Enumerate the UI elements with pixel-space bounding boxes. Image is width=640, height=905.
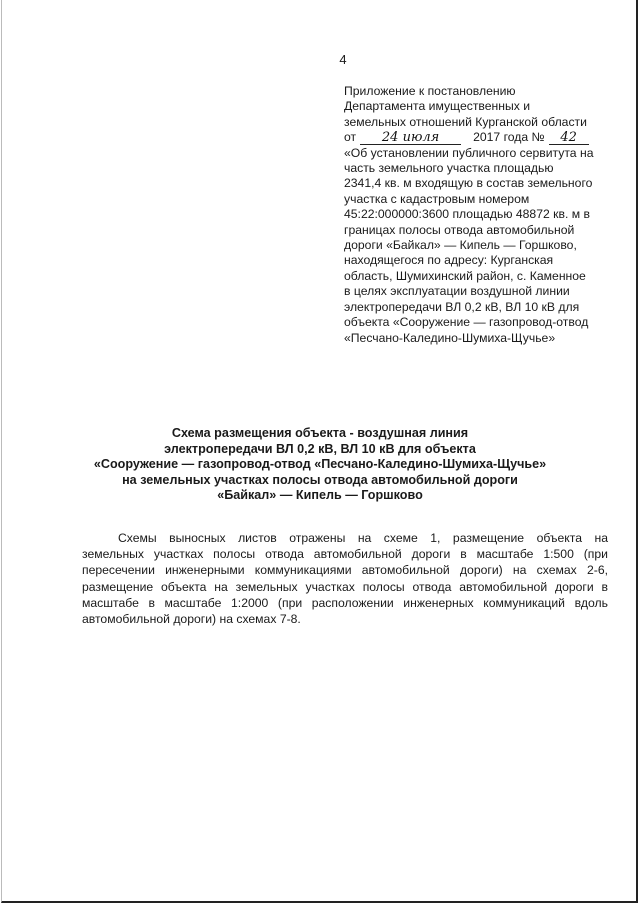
subject-line: участка с кадастровым номером xyxy=(344,191,530,206)
subject-line: находящегося по адресу: Курганская xyxy=(344,253,554,268)
body-line: размещение объекта на земельных участках полосы отвода автомобильной дороги в xyxy=(82,579,608,594)
subject-line: границах полосы отвода автомобильной xyxy=(344,222,575,237)
title-line: Схема размещения объекта - воздушная линия xyxy=(171,426,469,440)
body-paragraph xyxy=(82,530,608,627)
page-number: 4 xyxy=(339,52,347,67)
subject-line: «Об установлении публичного сервитута на xyxy=(344,145,594,160)
subject-line: электропередачи ВЛ 0,2 кВ, ВЛ 10 кВ для xyxy=(344,299,580,314)
subject-line: дороги «Байкал» — Кипель — Горшково, xyxy=(344,238,577,253)
scheme-title xyxy=(60,426,580,504)
subject-line: 2341,4 кв. м входящую в состав земельного xyxy=(344,176,593,191)
appendix-date-line xyxy=(344,130,612,145)
year-text: 2017 года № xyxy=(473,130,545,145)
title-line: «Сооружение — газопровод-отвод «Песчано-Каледино-Шумиха-Щучье» xyxy=(93,457,547,472)
body-line: масштабе в масштабе 1:2000 (при расположении инженерных коммуникаций вдоль xyxy=(82,595,608,610)
title-line: «Байкал» — Кипель — Горшково xyxy=(217,488,423,503)
subject-line: 45:22:000000:3600 площадью 48872 кв. м в xyxy=(344,207,590,222)
body-line: Схемы выносных листов отражены на схеме 1, размещение объекта на xyxy=(118,531,608,545)
title-line: электропередачи ВЛ 0,2 кВ, ВЛ 10 кВ для объекта xyxy=(164,441,476,456)
subject-line: область, Шумихинский район, с. Каменное xyxy=(344,268,586,283)
subject-line: часть земельного участка площадью xyxy=(344,161,554,176)
appendix-line-1: Приложение к постановлению xyxy=(344,84,516,98)
appendix-line-3: земельных отношений Курганской области xyxy=(344,114,587,129)
handwritten-date: 24 июля xyxy=(360,131,461,145)
subject-line: в целях эксплуатации воздушной линии xyxy=(344,284,570,299)
body-line: земельных участках полосы отвода автомобильной дороги в масштабе 1:500 (при xyxy=(82,547,608,562)
title-line: на земельных участках полосы отвода автомобильной дороги xyxy=(122,472,518,487)
appendix-block xyxy=(344,84,612,346)
body-line: автомобильной дороги) на схемах 7-8. xyxy=(82,612,301,627)
subject-line: объекта «Сооружение — газопровод-отвод xyxy=(344,315,589,330)
appendix-line-2: Департамента имущественных и xyxy=(344,99,531,114)
body-line: пересечении инженерными коммуникациями автомобильной дороги) на схемах 2-6, xyxy=(82,563,608,578)
handwritten-number: 42 xyxy=(549,131,589,145)
subject-line: «Песчано-Каледино-Шумиха-Щучье» xyxy=(344,330,556,345)
date-prefix: от xyxy=(344,130,357,145)
